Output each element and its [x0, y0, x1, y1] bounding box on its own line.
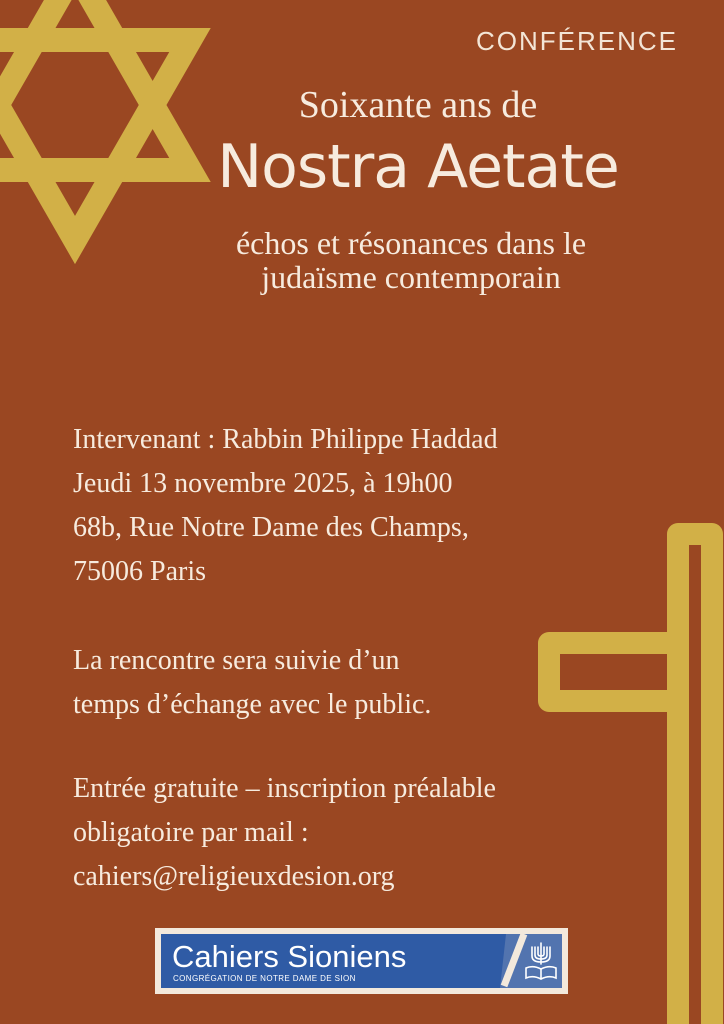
event-type-label: CONFÉRENCE: [475, 26, 678, 56]
subtitle: [0, 226, 724, 294]
cross-icon: [549, 534, 712, 1024]
address-line2: 75006 Paris: [73, 556, 206, 587]
subtitle-line: judaïsme contemporain: [261, 259, 561, 295]
note-line: temps d’échange avec le public.: [73, 689, 432, 720]
registration-line: obligatoire par mail :: [73, 817, 309, 848]
page-title: Nostra Aetate: [217, 132, 619, 202]
followup-note: [73, 639, 431, 727]
date-text: Jeudi 13 novembre 2025, à 19h00: [73, 468, 453, 499]
subtitle-line: échos et résonances dans le: [235, 225, 587, 261]
registration-info: [73, 767, 496, 899]
registration-line: Entrée gratuite – inscription préalable: [73, 773, 496, 804]
logo-subtitle: CONGRÉGATION DE NOTRE DAME DE SION: [173, 974, 356, 983]
logo-title: Cahiers Sioniens: [172, 939, 407, 974]
event-details: [73, 418, 498, 594]
note-line: La rencontre sera suivie d’un: [73, 645, 400, 676]
menorah-book-icon: [500, 934, 562, 988]
cahiers-sioniens-logo: [155, 928, 568, 994]
address-line1: 68b, Rue Notre Dame des Champs,: [73, 512, 469, 543]
title-line1: Soixante ans de: [298, 84, 538, 126]
speaker-text: Intervenant : Rabbin Philippe Haddad: [73, 424, 498, 455]
email-link[interactable]: cahiers@religieuxdesion.org: [73, 861, 395, 892]
